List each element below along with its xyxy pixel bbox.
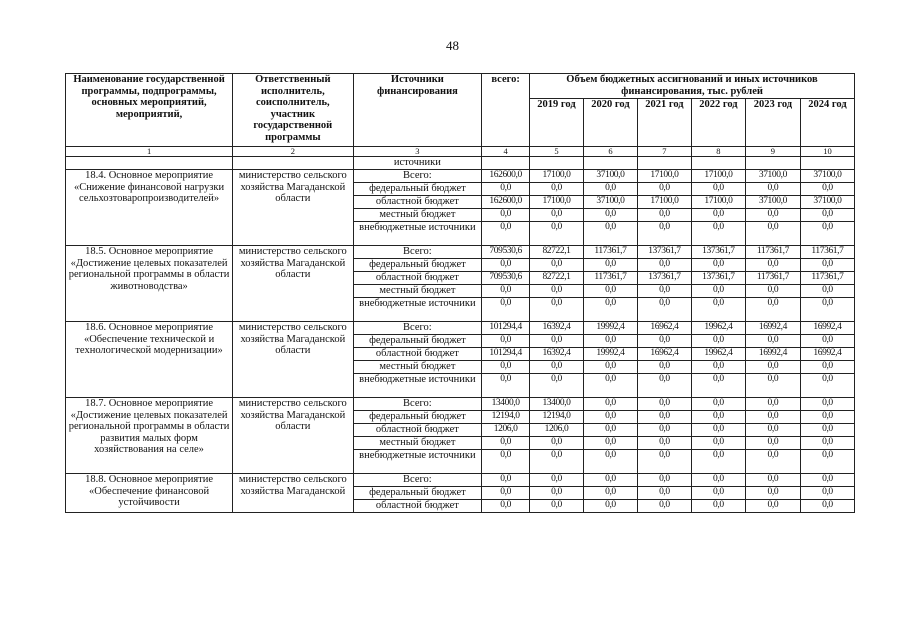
table-body [66, 157, 855, 513]
column-number: 8 [691, 147, 745, 157]
total-value: 0,0 [482, 361, 530, 374]
year-value: 0,0 [800, 500, 854, 513]
header-year: 2019 год [530, 99, 584, 147]
year-value: 0,0 [691, 398, 745, 411]
table-row [66, 246, 855, 259]
header-year: 2022 год [691, 99, 745, 147]
year-value: 0,0 [745, 500, 800, 513]
year-value: 0,0 [637, 361, 691, 374]
funding-source: внебюджетные источники [353, 374, 482, 398]
budget-table [65, 73, 855, 513]
year-value: 0,0 [637, 285, 691, 298]
year-value: 0,0 [637, 374, 691, 398]
funding-source: федеральный бюджет [353, 259, 482, 272]
year-value: 0,0 [691, 450, 745, 474]
executor-name: министерство сельского хозяйства Магаданской [233, 474, 353, 513]
column-number: 6 [583, 147, 637, 157]
year-value: 0,0 [691, 411, 745, 424]
year-value: 37100,0 [745, 196, 800, 209]
column-number: 3 [353, 147, 482, 157]
total-value: 0,0 [482, 500, 530, 513]
total-value: 0,0 [482, 222, 530, 246]
year-value: 0,0 [583, 411, 637, 424]
year-value: 0,0 [745, 374, 800, 398]
column-number: 4 [482, 147, 530, 157]
year-value: 0,0 [800, 487, 854, 500]
measure-name: 18.7. Основное мероприятие «Достижение целевых показателей региональной программы в области развития малых форм хозяйствования на селе» [66, 398, 233, 474]
total-value: 1206,0 [482, 424, 530, 437]
year-value: 0,0 [637, 222, 691, 246]
column-number: 10 [800, 147, 854, 157]
year-value: 0,0 [637, 411, 691, 424]
table-row [66, 474, 855, 487]
year-value: 0,0 [745, 450, 800, 474]
carry-over-row [66, 157, 855, 170]
year-value: 0,0 [530, 374, 584, 398]
year-value: 137361,7 [637, 246, 691, 259]
year-value: 0,0 [691, 285, 745, 298]
year-value: 0,0 [800, 411, 854, 424]
year-value: 0,0 [800, 424, 854, 437]
measure-name: 18.5. Основное мероприятие «Достижение целевых показателей региональной программы в области животноводства» [66, 246, 233, 322]
year-value: 0,0 [637, 298, 691, 322]
year-value: 0,0 [530, 500, 584, 513]
year-value: 0,0 [530, 259, 584, 272]
funding-source: Всего: [353, 170, 482, 183]
year-value: 0,0 [530, 335, 584, 348]
total-value: 162600,0 [482, 170, 530, 183]
funding-source: Всего: [353, 322, 482, 335]
total-value: 0,0 [482, 209, 530, 222]
year-value: 117361,7 [745, 272, 800, 285]
year-value: 0,0 [745, 361, 800, 374]
year-value: 17100,0 [691, 196, 745, 209]
year-value: 16962,4 [637, 348, 691, 361]
column-number: 9 [745, 147, 800, 157]
year-value: 0,0 [745, 222, 800, 246]
year-value: 117361,7 [583, 272, 637, 285]
year-value: 0,0 [691, 374, 745, 398]
header-year: 2020 год [583, 99, 637, 147]
header-year: 2021 год [637, 99, 691, 147]
year-value: 0,0 [800, 361, 854, 374]
year-value: 0,0 [583, 500, 637, 513]
year-value: 0,0 [800, 298, 854, 322]
year-value: 0,0 [530, 209, 584, 222]
year-value: 0,0 [745, 259, 800, 272]
year-value: 0,0 [800, 259, 854, 272]
year-value: 0,0 [745, 298, 800, 322]
year-value: 117361,7 [800, 246, 854, 259]
funding-source: Всего: [353, 398, 482, 411]
year-value: 0,0 [583, 259, 637, 272]
header-group: Объем бюджетных ассигнований и иных источников финансирования, тыс. рублей [530, 74, 855, 99]
funding-source: внебюджетные источники [353, 298, 482, 322]
header-total: всего: [482, 74, 530, 147]
year-value: 0,0 [691, 361, 745, 374]
executor-name: министерство сельского хозяйства Магаданской области [233, 170, 353, 246]
year-value: 0,0 [530, 285, 584, 298]
year-value: 117361,7 [800, 272, 854, 285]
total-value: 0,0 [482, 183, 530, 196]
funding-source: федеральный бюджет [353, 183, 482, 196]
funding-source: Всего: [353, 474, 482, 487]
executor-name: министерство сельского хозяйства Магаданской области [233, 246, 353, 322]
total-value: 0,0 [482, 437, 530, 450]
column-numbers-row [66, 147, 855, 157]
total-value: 101294,4 [482, 348, 530, 361]
year-value: 0,0 [800, 450, 854, 474]
year-value: 0,0 [691, 298, 745, 322]
year-value: 0,0 [691, 259, 745, 272]
funding-source: федеральный бюджет [353, 487, 482, 500]
year-value: 16392,4 [530, 322, 584, 335]
year-value: 0,0 [583, 209, 637, 222]
table-row [66, 170, 855, 183]
year-value: 0,0 [583, 222, 637, 246]
year-value: 0,0 [691, 183, 745, 196]
funding-source: Всего: [353, 246, 482, 259]
year-value: 0,0 [530, 474, 584, 487]
total-value: 709530,6 [482, 272, 530, 285]
executor-name: министерство сельского хозяйства Магаданской области [233, 398, 353, 474]
year-value: 16392,4 [530, 348, 584, 361]
year-value: 0,0 [745, 335, 800, 348]
year-value: 13400,0 [530, 398, 584, 411]
total-value: 0,0 [482, 298, 530, 322]
funding-source: местный бюджет [353, 361, 482, 374]
year-value: 0,0 [583, 437, 637, 450]
year-value: 37100,0 [800, 170, 854, 183]
year-value: 0,0 [745, 424, 800, 437]
year-value: 0,0 [800, 474, 854, 487]
year-value: 16992,4 [745, 322, 800, 335]
funding-source: областной бюджет [353, 424, 482, 437]
year-value: 37100,0 [745, 170, 800, 183]
year-value: 17100,0 [530, 196, 584, 209]
header-year: 2023 год [745, 99, 800, 147]
year-value: 82722,1 [530, 246, 584, 259]
year-value: 0,0 [583, 474, 637, 487]
year-value: 1206,0 [530, 424, 584, 437]
measure-name: 18.6. Основное мероприятие «Обеспечение технической и технологической модернизации» [66, 322, 233, 398]
year-value: 17100,0 [637, 170, 691, 183]
funding-source: областной бюджет [353, 196, 482, 209]
table-header [66, 74, 855, 157]
year-value: 0,0 [637, 424, 691, 437]
total-value: 0,0 [482, 259, 530, 272]
total-value: 13400,0 [482, 398, 530, 411]
year-value: 12194,0 [530, 411, 584, 424]
executor-name: министерство сельского хозяйства Магаданской области [233, 322, 353, 398]
total-value: 101294,4 [482, 322, 530, 335]
year-value: 0,0 [530, 437, 584, 450]
funding-source: внебюджетные источники [353, 222, 482, 246]
total-value: 709530,6 [482, 246, 530, 259]
funding-source: областной бюджет [353, 272, 482, 285]
year-value: 37100,0 [583, 196, 637, 209]
year-value: 0,0 [745, 474, 800, 487]
year-value: 82722,1 [530, 272, 584, 285]
measure-name: 18.8. Основное мероприятие «Обеспечение финансовой устойчивости [66, 474, 233, 513]
year-value: 0,0 [691, 474, 745, 487]
year-value: 0,0 [637, 398, 691, 411]
year-value: 0,0 [800, 183, 854, 196]
funding-source: областной бюджет [353, 348, 482, 361]
year-value: 0,0 [745, 285, 800, 298]
year-value: 0,0 [583, 183, 637, 196]
year-value: 0,0 [745, 487, 800, 500]
year-value: 0,0 [583, 424, 637, 437]
year-value: 0,0 [800, 209, 854, 222]
year-value: 0,0 [800, 437, 854, 450]
year-value: 0,0 [800, 285, 854, 298]
funding-source: местный бюджет [353, 285, 482, 298]
year-value: 0,0 [530, 361, 584, 374]
funding-source: внебюджетные источники [353, 450, 482, 474]
year-value: 19992,4 [583, 322, 637, 335]
year-value: 0,0 [800, 398, 854, 411]
measure-name: 18.4. Основное мероприятие «Снижение финансовой нагрузки сельхозтоваропроизводителей» [66, 170, 233, 246]
funding-source: федеральный бюджет [353, 335, 482, 348]
column-number: 1 [66, 147, 233, 157]
year-value: 0,0 [691, 209, 745, 222]
year-value: 0,0 [583, 335, 637, 348]
year-value: 0,0 [637, 487, 691, 500]
year-value: 0,0 [530, 450, 584, 474]
year-value: 0,0 [745, 183, 800, 196]
year-value: 0,0 [583, 374, 637, 398]
year-value: 0,0 [583, 285, 637, 298]
year-value: 0,0 [745, 437, 800, 450]
year-value: 0,0 [637, 259, 691, 272]
year-value: 0,0 [637, 335, 691, 348]
header-source: Источники финансирования [353, 74, 482, 147]
funding-source: местный бюджет [353, 437, 482, 450]
funding-source: федеральный бюджет [353, 411, 482, 424]
year-value: 0,0 [691, 500, 745, 513]
year-value: 0,0 [691, 437, 745, 450]
year-value: 0,0 [691, 222, 745, 246]
year-value: 0,0 [637, 500, 691, 513]
header-name: Наименование государственной программы, подпрограммы, основных мероприятий, мероприятий, [66, 74, 233, 147]
year-value: 17100,0 [691, 170, 745, 183]
year-value: 0,0 [745, 411, 800, 424]
year-value: 0,0 [800, 222, 854, 246]
column-number: 2 [233, 147, 353, 157]
year-value: 0,0 [583, 298, 637, 322]
year-value: 0,0 [637, 437, 691, 450]
funding-source: областной бюджет [353, 500, 482, 513]
total-value: 0,0 [482, 374, 530, 398]
header-executor: Ответственный исполнитель, соисполнитель, участник государственной программы [233, 74, 353, 147]
page-number: 48 [446, 38, 459, 53]
total-value: 0,0 [482, 450, 530, 474]
year-value: 0,0 [800, 374, 854, 398]
year-value: 0,0 [637, 183, 691, 196]
total-value: 12194,0 [482, 411, 530, 424]
year-value: 0,0 [691, 335, 745, 348]
column-number: 7 [637, 147, 691, 157]
year-value: 117361,7 [583, 246, 637, 259]
year-value: 0,0 [800, 335, 854, 348]
year-value: 0,0 [637, 450, 691, 474]
year-value: 0,0 [583, 398, 637, 411]
year-value: 17100,0 [530, 170, 584, 183]
total-value: 0,0 [482, 474, 530, 487]
year-value: 0,0 [745, 209, 800, 222]
year-value: 19962,4 [691, 348, 745, 361]
column-number: 5 [530, 147, 584, 157]
year-value: 137361,7 [691, 272, 745, 285]
header-year: 2024 год [800, 99, 854, 147]
funding-source: местный бюджет [353, 209, 482, 222]
year-value: 0,0 [583, 487, 637, 500]
year-value: 0,0 [530, 487, 584, 500]
total-value: 162600,0 [482, 196, 530, 209]
total-value: 0,0 [482, 487, 530, 500]
year-value: 37100,0 [800, 196, 854, 209]
year-value: 0,0 [530, 298, 584, 322]
year-value: 0,0 [745, 398, 800, 411]
year-value: 16962,4 [637, 322, 691, 335]
year-value: 137361,7 [637, 272, 691, 285]
table-row [66, 322, 855, 335]
total-value: 0,0 [482, 335, 530, 348]
year-value: 19962,4 [691, 322, 745, 335]
year-value: 0,0 [637, 209, 691, 222]
table-row [66, 398, 855, 411]
carry-over-source: источники [353, 157, 482, 170]
year-value: 16992,4 [800, 322, 854, 335]
year-value: 16992,4 [800, 348, 854, 361]
year-value: 19992,4 [583, 348, 637, 361]
year-value: 0,0 [691, 487, 745, 500]
year-value: 137361,7 [691, 246, 745, 259]
year-value: 0,0 [530, 183, 584, 196]
year-value: 0,0 [637, 474, 691, 487]
year-value: 37100,0 [583, 170, 637, 183]
year-value: 0,0 [583, 361, 637, 374]
year-value: 17100,0 [637, 196, 691, 209]
year-value: 0,0 [583, 450, 637, 474]
total-value: 0,0 [482, 285, 530, 298]
year-value: 117361,7 [745, 246, 800, 259]
year-value: 0,0 [691, 424, 745, 437]
year-value: 16992,4 [745, 348, 800, 361]
year-value: 0,0 [530, 222, 584, 246]
